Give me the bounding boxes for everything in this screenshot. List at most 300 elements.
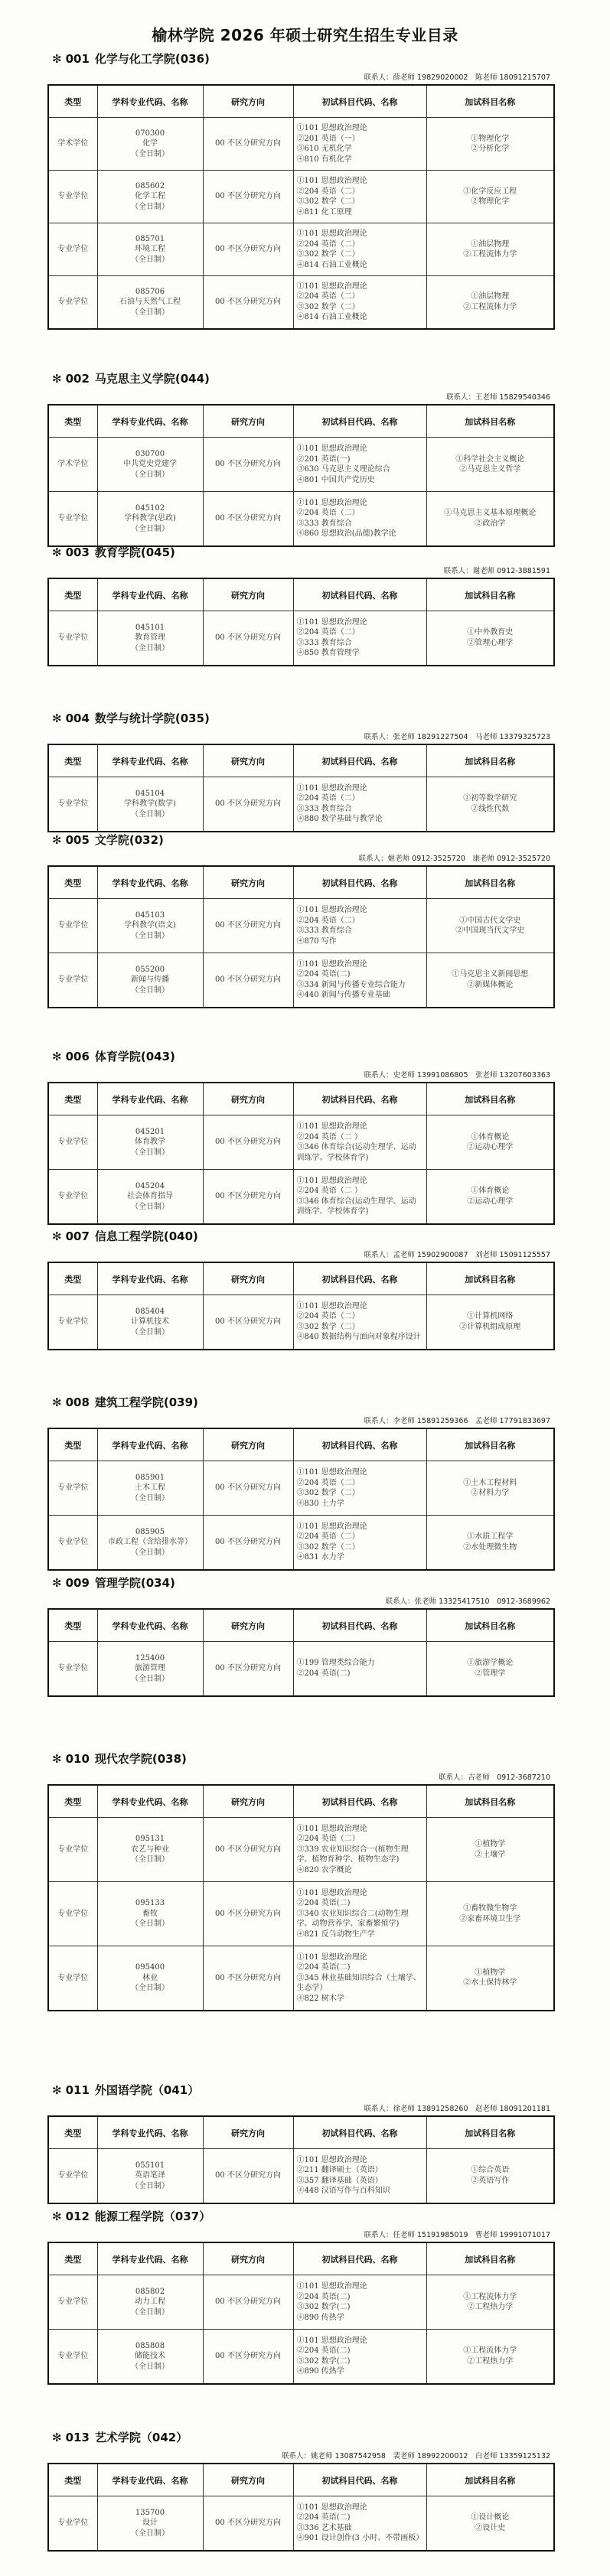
asterisk-icon: ✻ xyxy=(52,2210,62,2223)
column-header-direction: 研究方向 xyxy=(203,866,293,899)
exam-subjects xyxy=(293,276,426,329)
additional-subjects xyxy=(426,1115,554,1170)
column-header-direction: 研究方向 xyxy=(203,744,293,777)
table-row xyxy=(48,1295,554,1350)
additional-subject: ②运动心理学 xyxy=(467,1197,514,1206)
exam-subject: ③302 数学（二） xyxy=(296,1489,360,1497)
program-table xyxy=(47,1082,555,1225)
table-row xyxy=(48,118,554,171)
table-row xyxy=(48,438,554,492)
degree-type: 专业学位 xyxy=(48,2330,97,2384)
major-code: 045102 xyxy=(135,503,165,513)
research-direction: 00 不区分研究方向 xyxy=(203,223,293,276)
contact-info: 联系人：孟老师 15902900087 刘老师 15091125557 xyxy=(364,1251,550,1259)
college-name: 管理学院(034) xyxy=(94,1576,175,1590)
contact-info: 联系人：张老师 13325417510 0912-3689962 xyxy=(385,1597,550,1606)
exam-subjects xyxy=(293,1461,426,1516)
additional-subjects xyxy=(426,1818,554,1882)
study-mode: （全日制） xyxy=(131,643,169,653)
exam-subjects xyxy=(293,223,426,276)
additional-subjects xyxy=(426,2149,554,2203)
contact-info: 联系人：张老师 18291227504 马老师 13379325723 xyxy=(364,733,550,741)
exam-subject: ②211 翻译硕士（英语） xyxy=(296,2166,383,2175)
degree-type: 专业学位 xyxy=(48,611,97,666)
column-header-exams: 初试科目代码、名称 xyxy=(293,2242,426,2275)
column-header-direction: 研究方向 xyxy=(203,1262,293,1295)
exam-subjects xyxy=(293,1946,426,2011)
research-direction: 00 不区分研究方向 xyxy=(203,899,293,953)
additional-subject: ①化学反应工程 xyxy=(463,187,517,196)
table-header-row xyxy=(48,578,554,611)
additional-subjects xyxy=(426,223,554,276)
column-header-major: 学科专业代码、名称 xyxy=(97,744,203,777)
additional-subject: ②工程热力学 xyxy=(467,2303,514,2311)
research-direction: 00 不区分研究方向 xyxy=(203,492,293,546)
college-code: 006 xyxy=(65,1050,90,1063)
column-header-exams: 初试科目代码、名称 xyxy=(293,744,426,777)
college-name: 外国语学院（041） xyxy=(94,2083,200,2097)
additional-subjects xyxy=(426,899,554,953)
column-header-major: 学科专业代码、名称 xyxy=(97,405,203,438)
program-table xyxy=(47,404,555,547)
degree-type: 专业学位 xyxy=(48,2275,97,2330)
degree-type: 专业学位 xyxy=(48,1115,97,1170)
table-row xyxy=(48,953,554,1008)
degree-type: 专业学位 xyxy=(48,1642,97,1696)
section-heading xyxy=(47,2082,553,2099)
exam-subjects xyxy=(293,1516,426,1570)
exam-subject: ③333 教育综合 xyxy=(296,927,352,935)
column-header-extra: 加试科目名称 xyxy=(426,1262,554,1295)
program-table xyxy=(47,744,555,832)
major-cell xyxy=(97,1642,203,1696)
college-code: 005 xyxy=(65,833,90,847)
additional-subjects xyxy=(426,1461,554,1516)
additional-subject: ②计算机组成原理 xyxy=(459,1322,521,1331)
major-cell xyxy=(97,1516,203,1570)
study-mode: （全日制） xyxy=(131,2529,169,2538)
additional-subject: ②设计史 xyxy=(475,2523,506,2532)
column-header-major: 学科专业代码、名称 xyxy=(97,1262,203,1295)
major-name: 计算机技术 xyxy=(131,1317,169,1326)
exam-subject: ④814 石油工业概论 xyxy=(296,260,367,269)
study-mode: （全日制） xyxy=(131,985,169,995)
contact-info: 联系人：徐老师 13891258260 赵老师 18091201181 xyxy=(364,2105,550,2113)
asterisk-icon: ✻ xyxy=(52,833,62,847)
exam-subject: ③630 马克思主义理论综合 xyxy=(296,465,390,474)
college-section-005 xyxy=(47,832,553,1008)
exam-subjects xyxy=(293,1170,426,1224)
exam-subject: ④850 教育管理学 xyxy=(296,649,360,658)
exam-subject: ④821 反刍动物生产学 xyxy=(296,1930,375,1939)
column-header-extra: 加试科目名称 xyxy=(426,1609,554,1642)
college-name: 文学院(032) xyxy=(94,833,164,847)
table-header-row xyxy=(48,85,554,118)
major-cell xyxy=(97,438,203,492)
asterisk-icon: ✻ xyxy=(52,2431,62,2444)
program-table xyxy=(47,2115,555,2204)
exam-subject: ③610 无机化学 xyxy=(296,145,352,153)
additional-subjects xyxy=(426,118,554,171)
major-name: 社会体育指导 xyxy=(127,1192,173,1200)
table-row xyxy=(48,276,554,329)
exam-subjects xyxy=(293,2496,426,2551)
research-direction: 00 不区分研究方向 xyxy=(203,171,293,223)
major-name: 储能技术 xyxy=(135,2352,165,2360)
additional-subject: ②工程热力学 xyxy=(467,2356,514,2366)
column-header-extra: 加试科目名称 xyxy=(426,1083,554,1115)
exam-subject: ②204 英语（二） xyxy=(296,1532,360,1542)
column-header-direction: 研究方向 xyxy=(203,2116,293,2149)
major-name: 畜牧 xyxy=(142,1909,158,1918)
exam-subjects xyxy=(293,492,426,546)
column-header-direction: 研究方向 xyxy=(203,405,293,438)
major-cell xyxy=(97,1818,203,1882)
major-code: 045204 xyxy=(135,1181,165,1190)
column-header-direction: 研究方向 xyxy=(203,1785,293,1818)
research-direction: 00 不区分研究方向 xyxy=(203,2330,293,2384)
table-row xyxy=(48,492,554,546)
college-name: 现代农学院(038) xyxy=(94,1752,187,1766)
major-code: 095400 xyxy=(135,1963,165,1972)
table-row xyxy=(48,1115,554,1170)
column-header-extra: 加试科目名称 xyxy=(426,405,554,438)
table-row xyxy=(48,1461,554,1516)
section-heading xyxy=(47,2429,553,2446)
table-row xyxy=(48,1946,554,2011)
exam-subjects xyxy=(293,1115,426,1170)
college-name: 马克思主义学院(044) xyxy=(94,372,210,386)
exam-subjects xyxy=(293,777,426,832)
exam-subject: ④830 土力学 xyxy=(296,1499,344,1508)
major-cell xyxy=(97,899,203,953)
research-direction: 00 不区分研究方向 xyxy=(203,1882,293,1946)
college-code: 010 xyxy=(65,1752,90,1766)
degree-type: 专业学位 xyxy=(48,1295,97,1350)
exam-subject: ②204 英语（二） xyxy=(296,1312,360,1321)
major-name: 旅游管理 xyxy=(135,1664,165,1672)
table-row xyxy=(48,1882,554,1946)
section-heading xyxy=(47,1575,553,1591)
additional-subject: ②材料力学 xyxy=(471,1489,510,1497)
program-table xyxy=(47,1784,555,2011)
research-direction: 00 不区分研究方向 xyxy=(203,1642,293,1696)
exam-subject: ④870 写作 xyxy=(296,936,337,946)
exam-subjects xyxy=(293,438,426,492)
additional-subjects xyxy=(426,2330,554,2384)
major-name: 学科教学(数学) xyxy=(124,800,176,808)
column-header-extra: 加试科目名称 xyxy=(426,2116,554,2149)
column-header-type: 类型 xyxy=(48,405,97,438)
column-header-exams: 初试科目代码、名称 xyxy=(293,1428,426,1461)
column-header-exams: 初试科目代码、名称 xyxy=(293,2116,426,2149)
major-cell xyxy=(97,953,203,1008)
column-header-exams: 初试科目代码、名称 xyxy=(293,1609,426,1642)
table-header-row xyxy=(48,2116,554,2149)
degree-type: 学术学位 xyxy=(48,118,97,171)
major-cell xyxy=(97,1115,203,1170)
research-direction: 00 不区分研究方向 xyxy=(203,1946,293,2011)
major-cell xyxy=(97,777,203,832)
research-direction: 00 不区分研究方向 xyxy=(203,1115,293,1170)
additional-subject: ②管理学 xyxy=(475,1669,506,1678)
research-direction: 00 不区分研究方向 xyxy=(203,118,293,171)
study-mode: （全日制） xyxy=(131,931,169,940)
exam-subject: ②204 英语(二) xyxy=(296,2346,351,2356)
additional-subject: ②物理化学 xyxy=(471,197,510,206)
exam-subject: ①101 思想政治理论 xyxy=(296,906,367,914)
college-section-008 xyxy=(47,1394,553,1571)
column-header-type: 类型 xyxy=(48,1262,97,1295)
additional-subject: ①工程流体力学 xyxy=(463,2346,517,2356)
major-cell xyxy=(97,171,203,223)
column-header-type: 类型 xyxy=(48,2464,97,2496)
additional-subjects xyxy=(426,777,554,832)
exam-subject: ①101 思想政治理论 xyxy=(296,1176,367,1185)
college-section-003 xyxy=(47,544,553,666)
asterisk-icon: ✻ xyxy=(52,1752,62,1766)
exam-subjects xyxy=(293,1295,426,1350)
college-name: 艺术学院（042） xyxy=(94,2431,188,2444)
major-code: 085701 xyxy=(135,234,165,243)
major-cell xyxy=(97,2149,203,2203)
major-cell xyxy=(97,2330,203,2384)
exam-subject: ②204 英语(二) xyxy=(296,970,351,979)
major-code: 085802 xyxy=(135,2287,165,2296)
column-header-type: 类型 xyxy=(48,866,97,899)
study-mode: （全日制） xyxy=(131,1202,169,1211)
major-code: 085901 xyxy=(135,1473,165,1482)
table-header-row xyxy=(48,1083,554,1115)
study-mode: （全日制） xyxy=(131,149,169,158)
major-name: 学科教学(思政) xyxy=(124,514,176,523)
program-table xyxy=(47,1262,555,1350)
major-code: 045104 xyxy=(135,789,165,798)
additional-subject: ①油层物理 xyxy=(471,239,510,249)
exam-subject: ①101 思想政治理论 xyxy=(296,177,367,185)
additional-subjects xyxy=(426,611,554,666)
exam-subject: ①101 思想政治理论 xyxy=(296,230,367,238)
major-cell xyxy=(97,1461,203,1516)
program-table xyxy=(47,865,555,1008)
additional-subject: ②新媒体概论 xyxy=(467,980,514,989)
section-heading xyxy=(47,50,553,67)
asterisk-icon: ✻ xyxy=(52,372,62,386)
degree-type: 专业学位 xyxy=(48,1882,97,1946)
exam-subject: ②204 英语（二） xyxy=(296,509,360,518)
major-code: 135700 xyxy=(135,2508,165,2517)
major-code: 045101 xyxy=(135,623,165,632)
exam-subject: ①101 思想政治理论 xyxy=(296,617,367,627)
contact-info: 联系人：史老师 13991086805 张老师 13207603363 xyxy=(364,1071,550,1080)
additional-subject: ①体育概论 xyxy=(471,1187,510,1196)
exam-subject: ①101 思想政治理论 xyxy=(296,498,367,507)
major-name: 化学工程 xyxy=(135,192,165,201)
contact-info: 联系人：薛老师 19829020002 陈老师 18091215707 xyxy=(364,73,550,82)
column-header-major: 学科专业代码、名称 xyxy=(97,578,203,611)
additional-subject: ②中国现当代文学史 xyxy=(455,927,525,935)
college-name: 数学与统计学院(035) xyxy=(94,712,210,725)
column-header-extra: 加试科目名称 xyxy=(426,2464,554,2496)
major-cell xyxy=(97,2275,203,2330)
major-code: 055200 xyxy=(135,965,165,974)
exam-subject: ②204 英语(二) xyxy=(296,2292,351,2301)
additional-subject: ②水处理微生物 xyxy=(463,1542,517,1552)
contact-info: 联系人：任老师 15191985019 曹老师 19991071017 xyxy=(364,2231,550,2239)
exam-subject: ①101 思想政治理论 xyxy=(296,2503,367,2512)
program-table xyxy=(47,2463,555,2552)
table-row xyxy=(48,777,554,832)
additional-subject: ①油层物理 xyxy=(471,292,510,301)
additional-subjects xyxy=(426,1516,554,1570)
research-direction: 00 不区分研究方向 xyxy=(203,438,293,492)
study-mode: （全日制） xyxy=(131,2362,169,2371)
exam-subject: ①101 思想政治理论 xyxy=(296,1468,367,1477)
exam-subject: ④801 中国共产党历史 xyxy=(296,475,375,484)
exam-subject: ④831 水力学 xyxy=(296,1553,344,1562)
column-header-major: 学科专业代码、名称 xyxy=(97,1785,203,1818)
study-mode: （全日制） xyxy=(131,2181,169,2190)
exam-subject: ④880 数学基础与教学论 xyxy=(296,815,383,824)
major-code: 055101 xyxy=(135,2161,165,2170)
column-header-major: 学科专业代码、名称 xyxy=(97,866,203,899)
major-code: 085706 xyxy=(135,287,165,296)
additional-subject: ②政治学 xyxy=(475,519,506,528)
additional-subject: ②线性代数 xyxy=(471,804,510,813)
college-section-013 xyxy=(47,2429,553,2552)
exam-subject: ④440 新闻与传播专业基础 xyxy=(296,991,390,1000)
exam-subject: ②204 英语（二） xyxy=(296,1835,360,1844)
exam-subject: ③333 教育综合 xyxy=(296,804,352,813)
exam-subject: ③302 数学（二） xyxy=(296,250,360,259)
column-header-direction: 研究方向 xyxy=(203,1609,293,1642)
table-header-row xyxy=(48,1262,554,1295)
contact-info: 联系人：姚老师 13087542958 裴老师 18992200012 白老师 13359125132 xyxy=(281,2452,550,2460)
study-mode: （全日制） xyxy=(131,1327,169,1337)
column-header-major: 学科专业代码、名称 xyxy=(97,1609,203,1642)
degree-type: 专业学位 xyxy=(48,899,97,953)
section-heading xyxy=(47,710,553,727)
exam-subject: ③302 数学（二） xyxy=(296,1542,360,1552)
study-mode: （全日制） xyxy=(131,524,169,533)
column-header-extra: 加试科目名称 xyxy=(426,1428,554,1461)
college-section-002 xyxy=(47,370,553,547)
major-name: 林业 xyxy=(142,1973,158,1982)
college-section-004 xyxy=(47,710,553,832)
column-header-major: 学科专业代码、名称 xyxy=(97,2464,203,2496)
major-name: 学科教学(语文) xyxy=(124,921,176,930)
exam-subject: ④822 树木学 xyxy=(296,1994,344,2003)
college-section-001 xyxy=(47,50,553,330)
column-header-type: 类型 xyxy=(48,744,97,777)
exam-subject: ③346 体育综合(运动生理学、运动训练学、学校体育学) xyxy=(296,1197,416,1216)
major-code: 085602 xyxy=(135,181,165,191)
additional-subject: ①马克思主义新闻思想 xyxy=(452,970,529,979)
additional-subject: ②水土保持林学 xyxy=(463,1978,517,1988)
section-heading xyxy=(47,1750,553,1767)
section-heading xyxy=(47,1048,553,1065)
additional-subject: ①综合英语 xyxy=(471,2166,510,2175)
research-direction: 00 不区分研究方向 xyxy=(203,2275,293,2330)
table-header-row xyxy=(48,866,554,899)
exam-subject: ③333 教育综合 xyxy=(296,519,352,528)
study-mode: （全日制） xyxy=(131,2307,169,2317)
exam-subject: ④890 传热学 xyxy=(296,2367,344,2376)
degree-type: 专业学位 xyxy=(48,2496,97,2551)
additional-subject: ①体育概论 xyxy=(471,1132,510,1141)
major-name: 化学 xyxy=(142,139,158,148)
exam-subject: ③339 农业知识综合一(植物生理学、植物育种学、植物生态学) xyxy=(296,1845,409,1864)
research-direction: 00 不区分研究方向 xyxy=(203,1170,293,1224)
exam-subject: ②204 英语（二 ） xyxy=(296,1187,362,1196)
exam-subject: ②201 英语（一） xyxy=(296,134,360,143)
column-header-type: 类型 xyxy=(48,2242,97,2275)
exam-subject: ③302 数学(二) xyxy=(296,2356,351,2366)
column-header-type: 类型 xyxy=(48,85,97,118)
contact-info: 联系人：李老师 15891259366 孟老师 17791833697 xyxy=(364,1417,550,1425)
degree-type: 专业学位 xyxy=(48,223,97,276)
exam-subject: ①101 思想政治理论 xyxy=(296,2155,367,2164)
asterisk-icon: ✻ xyxy=(52,1229,62,1243)
college-name: 教育学院(045) xyxy=(94,545,175,559)
college-section-010 xyxy=(47,1750,553,2011)
exam-subject: ④890 传热学 xyxy=(296,2313,344,2322)
major-cell xyxy=(97,276,203,329)
degree-type: 专业学位 xyxy=(48,492,97,546)
exam-subject: ④840 数据结构与面向对象程序设计 xyxy=(296,1333,421,1342)
college-code: 001 xyxy=(65,52,90,66)
major-code: 045103 xyxy=(135,910,165,920)
additional-subjects xyxy=(426,1295,554,1350)
table-row xyxy=(48,2496,554,2551)
exam-subject: ①101 思想政治理论 xyxy=(296,282,367,291)
exam-subject: ③357 翻译基础（英语） xyxy=(296,2176,383,2185)
college-name: 化学与化工学院(036) xyxy=(94,52,210,66)
additional-subject: ②运动心理学 xyxy=(467,1143,514,1151)
major-name: 市政工程（含给排水等） xyxy=(108,1538,192,1546)
exam-subject: ②204 英语（二） xyxy=(296,1478,360,1487)
exam-subjects xyxy=(293,2330,426,2384)
column-header-major: 学科专业代码、名称 xyxy=(97,2116,203,2149)
study-mode: （全日制） xyxy=(131,1148,169,1157)
column-header-direction: 研究方向 xyxy=(203,578,293,611)
additional-subject: ②家畜环境卫生学 xyxy=(459,1914,521,1923)
major-name: 土木工程 xyxy=(135,1483,165,1493)
exam-subject: ③302 数学（二） xyxy=(296,302,360,311)
column-header-type: 类型 xyxy=(48,1083,97,1115)
college-code: 012 xyxy=(65,2210,90,2223)
college-code: 009 xyxy=(65,1576,90,1590)
column-header-major: 学科专业代码、名称 xyxy=(97,2242,203,2275)
college-section-006 xyxy=(47,1048,553,1225)
major-code: 095131 xyxy=(135,1835,165,1844)
exam-subjects xyxy=(293,118,426,171)
column-header-major: 学科专业代码、名称 xyxy=(97,1428,203,1461)
degree-type: 专业学位 xyxy=(48,2149,97,2203)
exam-subject: ④814 石油工业概论 xyxy=(296,313,367,322)
additional-subjects xyxy=(426,1946,554,2011)
asterisk-icon: ✻ xyxy=(52,1395,62,1409)
research-direction: 00 不区分研究方向 xyxy=(203,777,293,832)
column-header-exams: 初试科目代码、名称 xyxy=(293,866,426,899)
major-cell xyxy=(97,611,203,666)
study-mode: （全日制） xyxy=(131,202,169,211)
degree-type: 专业学位 xyxy=(48,777,97,832)
program-table xyxy=(47,1608,555,1697)
column-header-type: 类型 xyxy=(48,1785,97,1818)
table-row xyxy=(48,611,554,666)
column-header-type: 类型 xyxy=(48,2116,97,2149)
